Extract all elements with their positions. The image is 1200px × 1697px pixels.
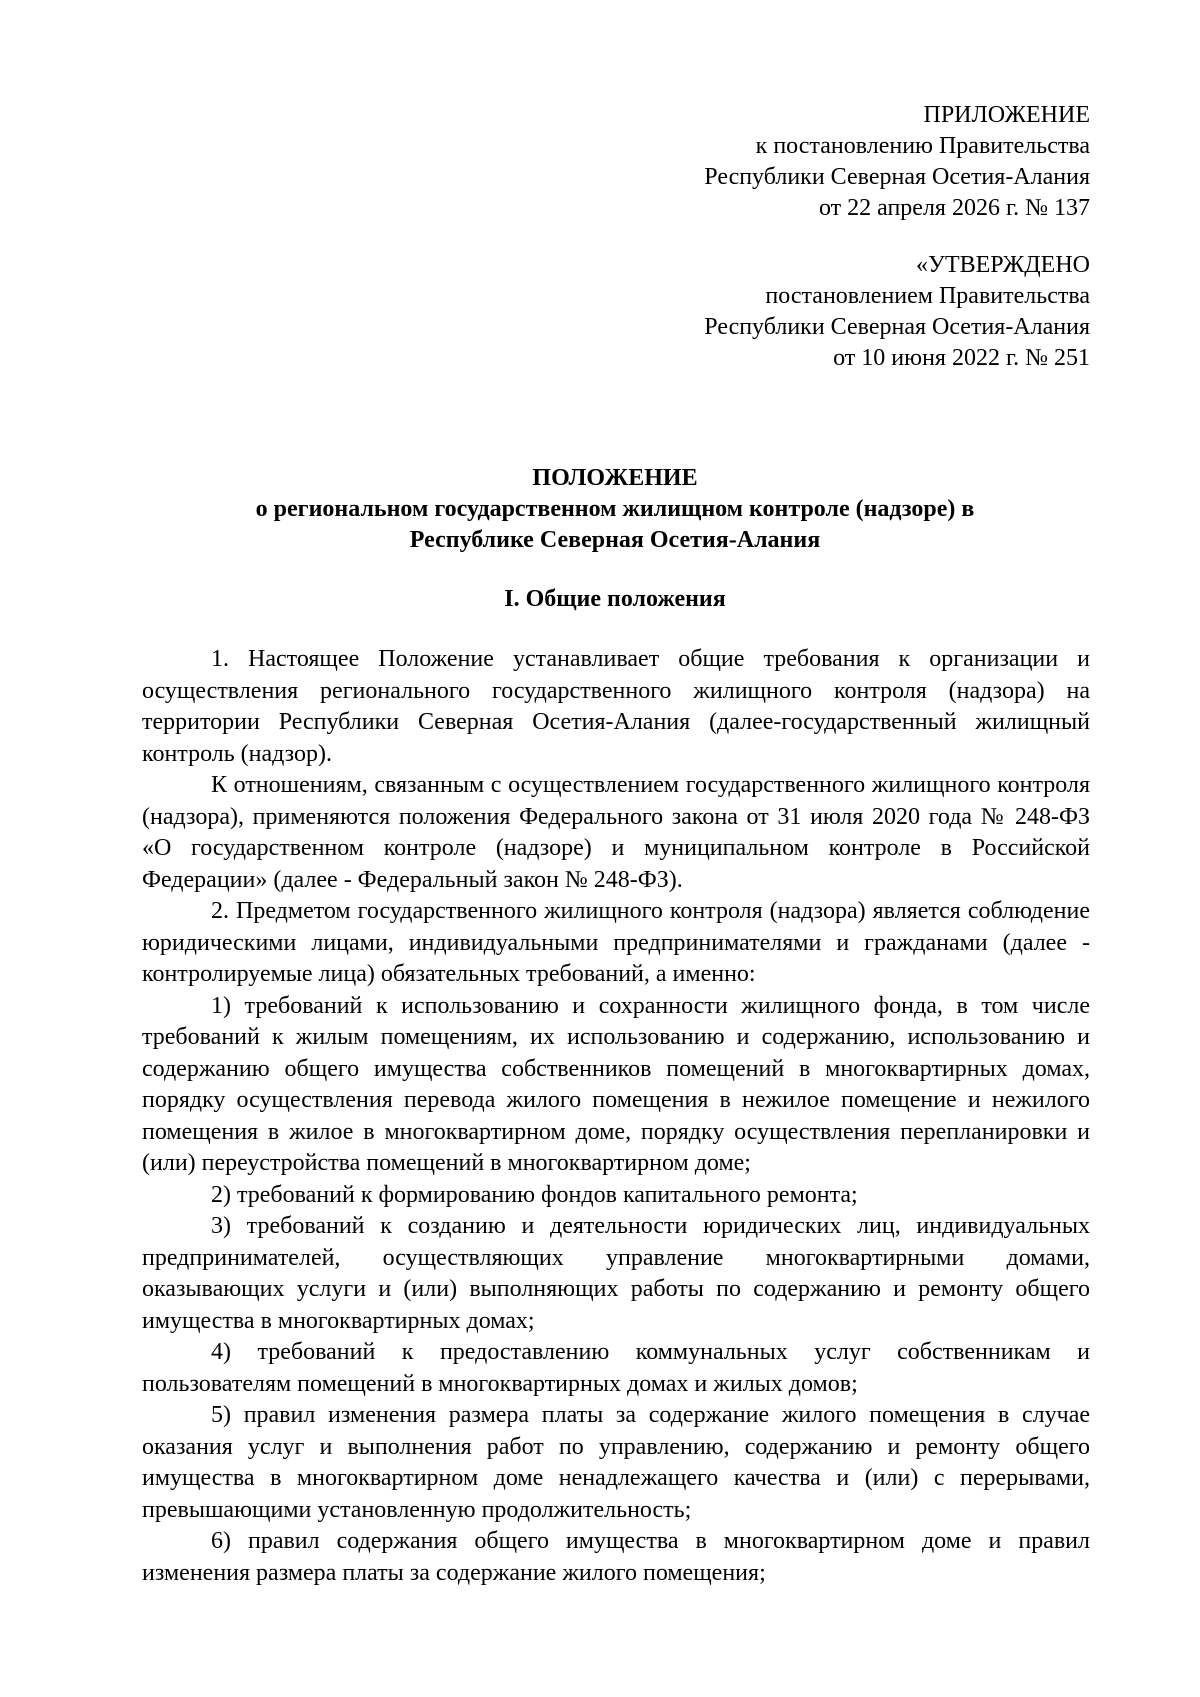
appendix-header <box>704 100 1090 224</box>
approval-header <box>704 250 1090 374</box>
document-title-line-2: о региональном государственном жилищном контроле (надзоре) в <box>255 496 975 522</box>
paragraph: 2) требований к формированию фондов капитального ремонта; <box>211 1181 858 1208</box>
paragraph: 4) требований к предоставлению коммунальных услуг собственникам и пользователям помещений в многоквартирных домах и жилых домов; <box>142 1339 1090 1397</box>
document-body <box>142 644 1090 1589</box>
appendix-line-1: к постановлению Правительства <box>755 133 1090 159</box>
appendix-line-3: от 22 апреля 2026 г. № 137 <box>818 195 1090 221</box>
paragraph: 6) правил содержания общего имущества в многоквартирном доме и правил изменения размера платы за содержание жилого помещения; <box>142 1528 1090 1586</box>
paragraph: 2. Предметом государственного жилищного контроля (надзора) является соблюдение юридическими лицами, индивидуальными предпринимателями и гражданами (далее - контролируемые лица) обязательных требований, а именно: <box>142 898 1090 987</box>
paragraph: 3) требований к созданию и деятельности юридических лиц, индивидуальных предпринимателей, осуществляющих управление многоквартирными домами, оказывающих услуги и (или) выполняющих работы по содержанию и ремонту общего имущества в многоквартирных домах; <box>142 1213 1090 1334</box>
approval-line-2: Республики Северная Осетия-Алания <box>704 314 1090 340</box>
paragraph: 5) правил изменения размера платы за содержание жилого помещения в случае оказания услуг и выполнения работ по управлению, содержанию и ремонту общего имущества в многоквартирном доме ненадлежащего качества и (или) с перерывами, превышающими установленную продолжительность; <box>142 1402 1090 1523</box>
paragraph: 1) требований к использованию и сохранности жилищного фонда, в том числе требований к жилым помещениям, их использованию и содержанию, использованию и содержанию общего имущества собственников помещений в многоквартирных домах, порядку осуществления перевода жилого помещения в нежилое помещение и нежилого помещения в жилое в многоквартирном доме, порядку осуществления перепланировки и (или) переустройства помещений в многоквартирном доме; <box>142 992 1090 1176</box>
paragraph: 1. Настоящее Положение устанавливает общие требования к организации и осуществления регионального государственного жилищного контроля (надзора) на территории Республики Северная Осетия-Алания (далее-государственный жилищный контроль (надзор). <box>142 646 1090 767</box>
document-title <box>140 463 1090 556</box>
approval-title: «УТВЕРЖДЕНО <box>915 252 1090 278</box>
approval-line-1: постановлением Правительства <box>765 283 1090 309</box>
section-heading: I. Общие положения <box>504 586 726 612</box>
appendix-line-2: Республики Северная Осетия-Алания <box>704 164 1090 190</box>
approval-line-3: от 10 июня 2022 г. № 251 <box>833 345 1090 371</box>
appendix-title: ПРИЛОЖЕНИЕ <box>923 102 1090 128</box>
document-title-line-3: Республике Северная Осетия-Алания <box>409 527 821 553</box>
document-title-line-1: ПОЛОЖЕНИЕ <box>532 465 698 491</box>
paragraph: К отношениям, связанным с осуществлением государственного жилищного контроля (надзора), применяются положения Федерального закона от 31 июля 2020 года № 248-ФЗ «О государственном контроле (надзоре) и муниципальном контроле в Российской Федерации» (далее - Федеральный закон № 248-ФЗ). <box>142 772 1090 893</box>
